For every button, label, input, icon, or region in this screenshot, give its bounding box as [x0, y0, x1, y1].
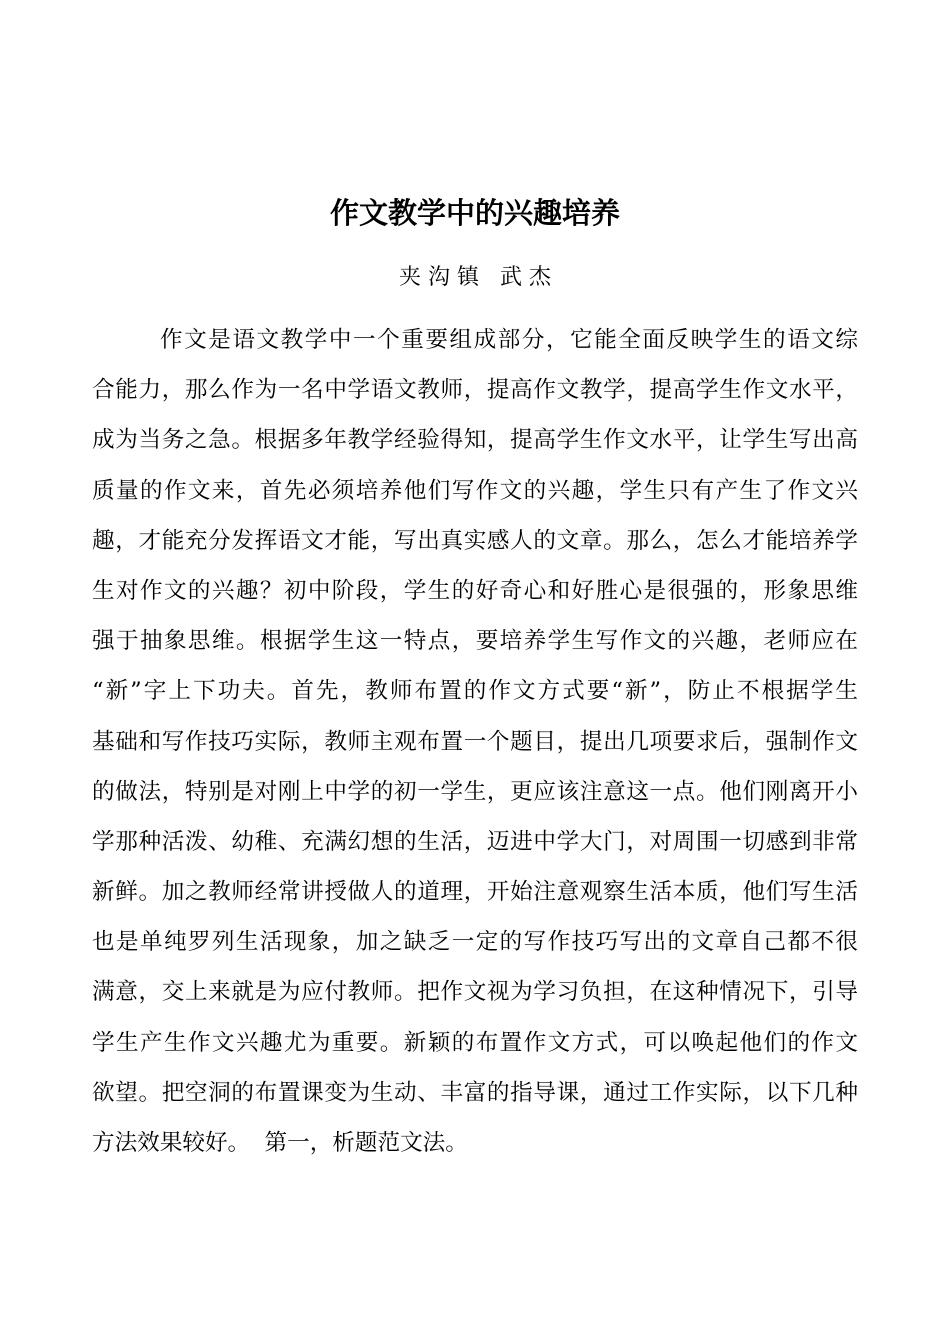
body-line: 作文是语文教学中一个重要组成部分，它能全面反映学生的语文综 — [160, 327, 858, 353]
body-line: “新”字上下功夫。首先，教师布置的作文方式要“新”，防止不根据学生 — [92, 678, 858, 705]
body-line: 基础和写作技巧实际，教师主观布置一个题目，提出几项要求后，强制作文 — [92, 728, 858, 755]
body-line: 满意，交上来就是为应付教师。把作文视为学习负担，在这种情况下，引导 — [92, 979, 858, 1006]
body-paragraph — [92, 315, 858, 1168]
body-line: 质量的作文来，首先必须培养他们写作文的兴趣，学生只有产生了作文兴 — [92, 477, 858, 504]
body-line: 学生产生作文兴趣尤为重要。新颖的布置作文方式，可以唤起他们的作文 — [92, 1029, 858, 1056]
author-byline: 夹 沟 镇 武 杰 — [399, 265, 551, 290]
body-line: 学那种活泼、幼稚、充满幻想的生活，迈进中学大门，对周围一切感到非常 — [92, 828, 858, 855]
body-line: 新鲜。加之教师经常讲授做人的道理，开始注意观察生活本质，他们写生活 — [92, 879, 858, 906]
body-line: 合能力，那么作为一名中学语文教师，提高作文教学，提高学生作文水平， — [92, 377, 858, 404]
body-line: 方法效果较好。 第一，析题范文法。 — [92, 1130, 468, 1156]
body-line: 也是单纯罗列生活现象，加之缺乏一定的写作技巧写出的文章自己都不很 — [92, 929, 858, 956]
body-line: 趣，才能充分发挥语文才能，写出真实感人的文章。那么，怎么才能培养学 — [92, 527, 858, 554]
body-line: 的做法，特别是对刚上中学的初一学生，更应该注意这一点。他们刚离开小 — [92, 778, 858, 805]
document-title: 作文教学中的兴趣培养 — [329, 196, 620, 230]
body-line: 强于抽象思维。根据学生这一特点，要培养学生写作文的兴趣，老师应在 — [92, 628, 858, 655]
body-line: 生对作文的兴趣？初中阶段，学生的好奇心和好胜心是很强的，形象思维 — [92, 577, 858, 604]
body-line: 成为当务之急。根据多年教学经验得知，提高学生作文水平，让学生写出高 — [92, 427, 858, 454]
body-line: 欲望。把空洞的布置课变为生动、丰富的指导课，通过工作实际，以下几种 — [92, 1079, 858, 1106]
